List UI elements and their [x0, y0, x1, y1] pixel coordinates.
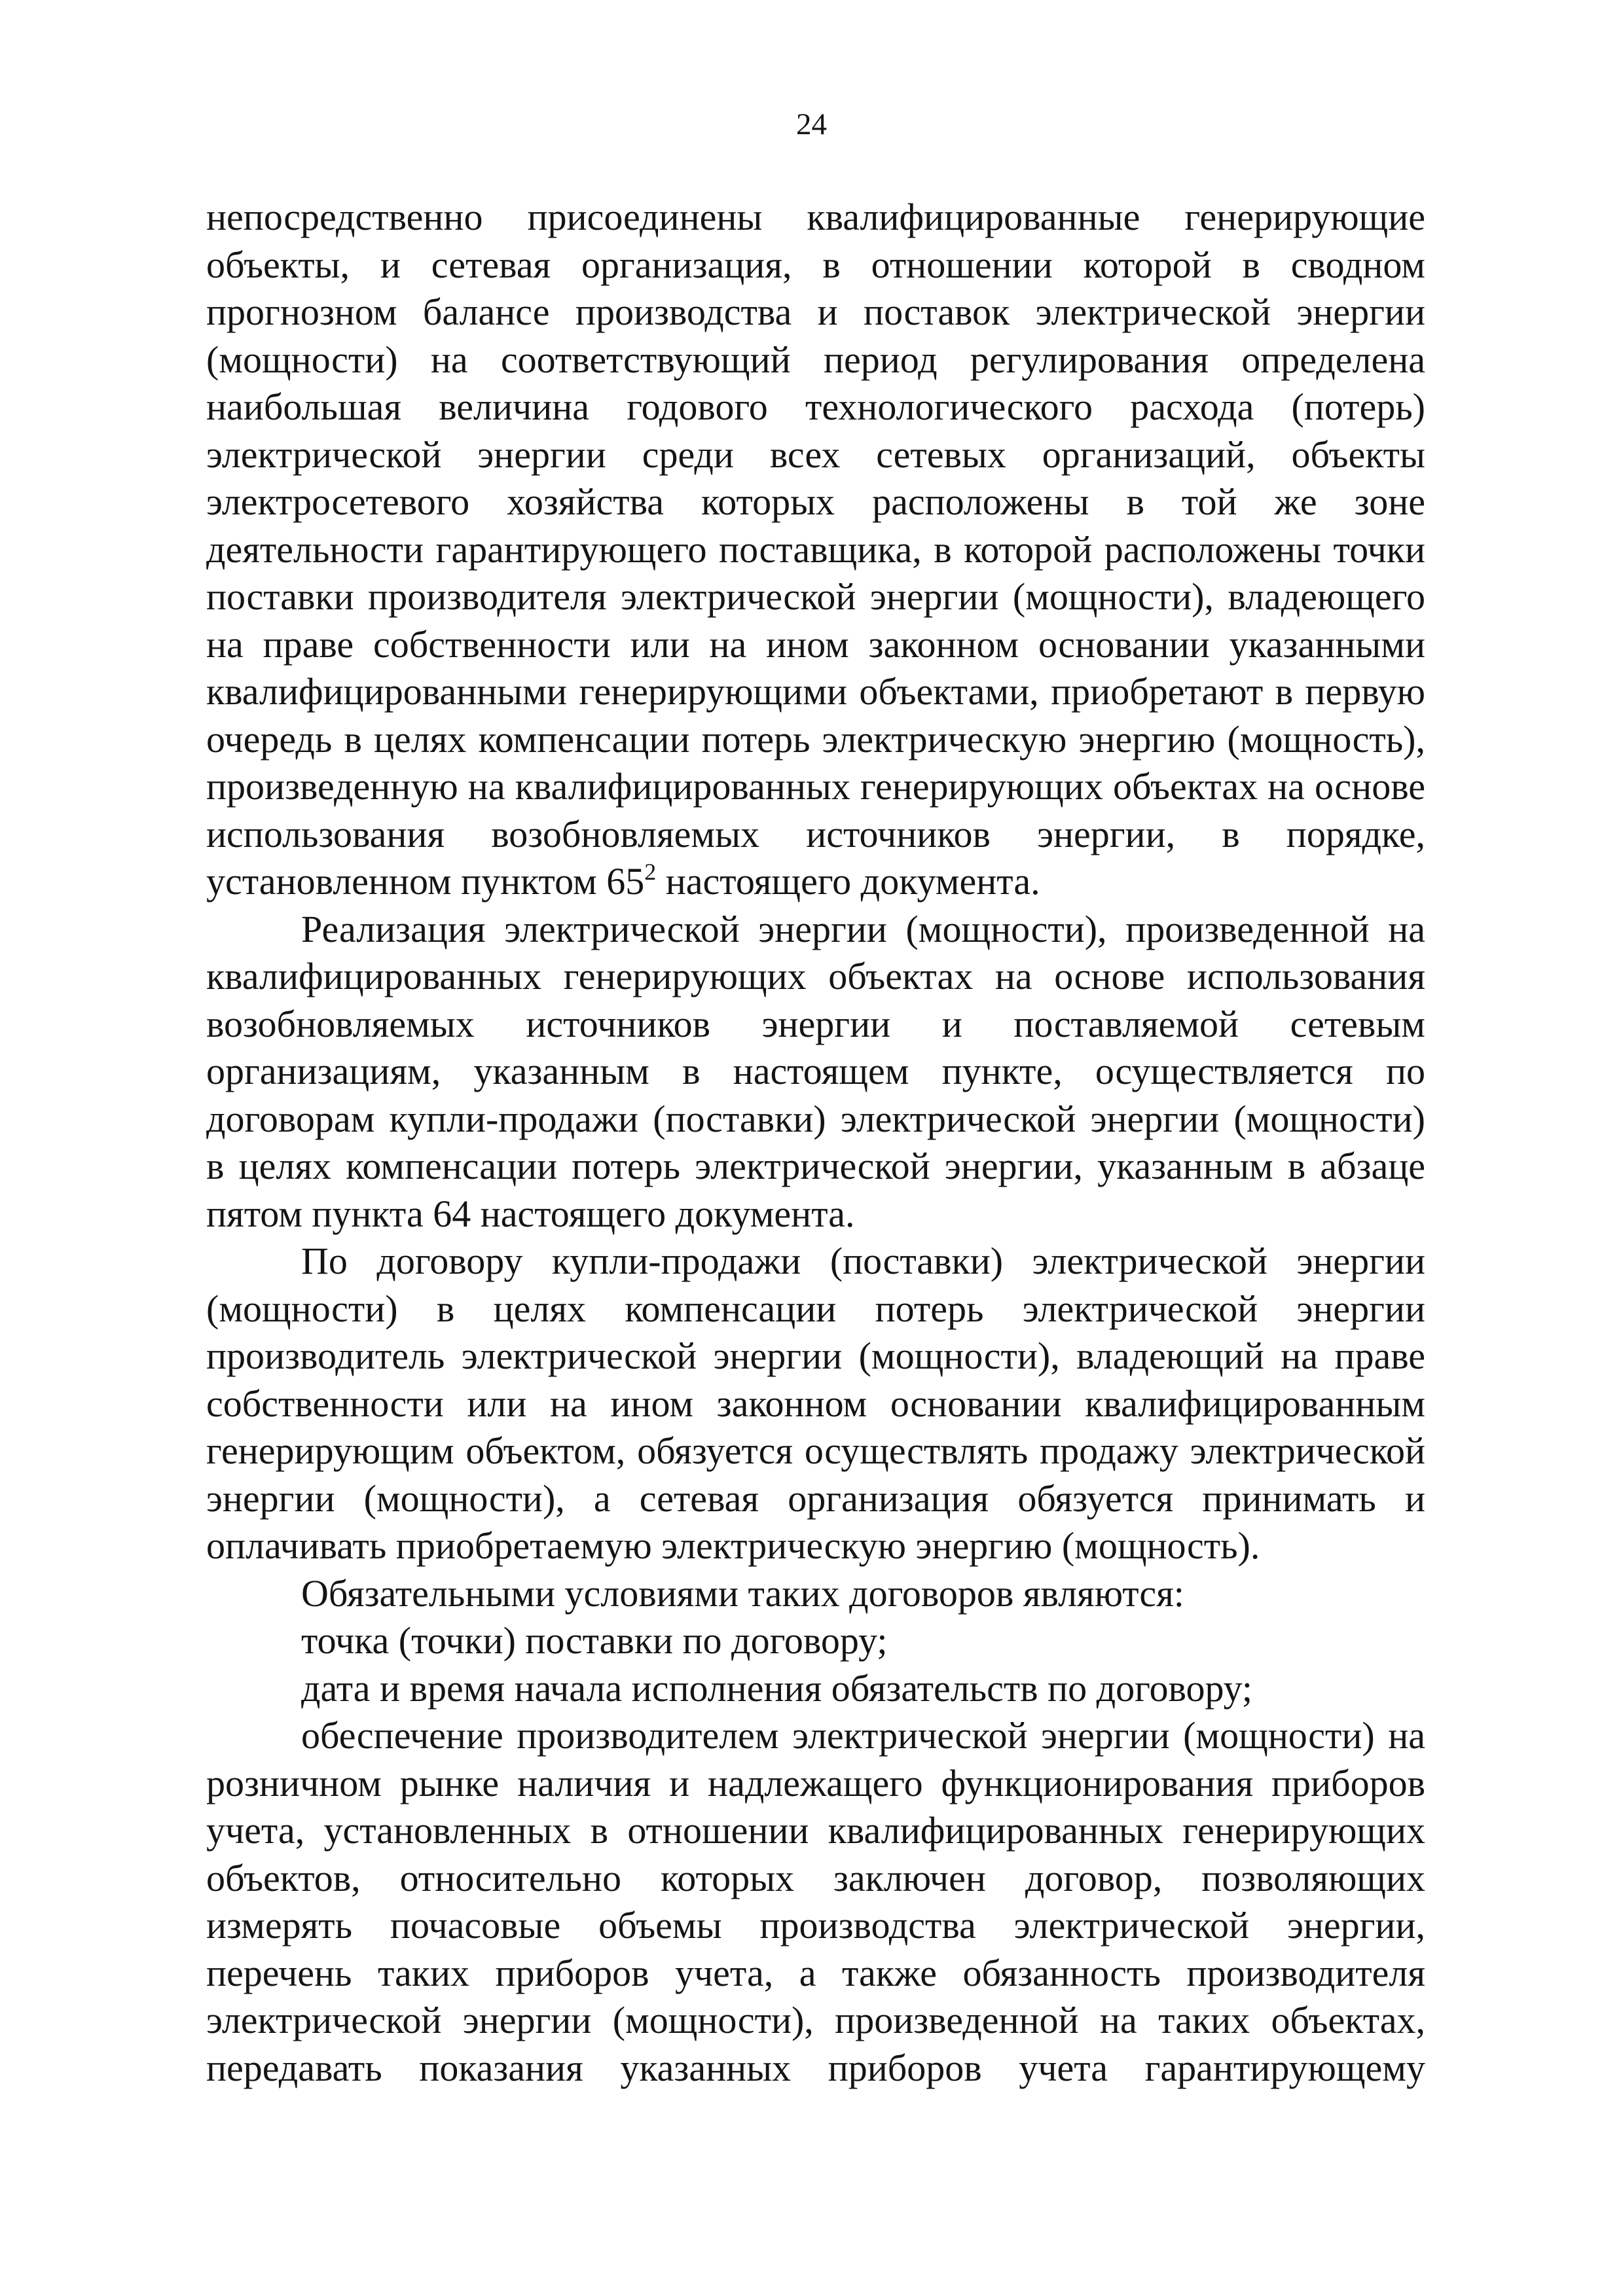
paragraph-text: непосредственно присоединены квалифицированные генерирующие объекты, и сетевая организация, в отношении которой в сводном прогнозном балансе производства и поставок электрической энергии (мощности) на соответствующий период регулирования определена наибольшая величина годового технологического расхода (потерь) электрической энергии среди всех сетевых организаций, объекты электросетевого хозяйства которых расположены в той же зоне деятельности гарантирующего поставщика, в которой расположены точки поставки производителя электрической энергии (мощности), владеющего на праве собственности или на ином законном основании указанными квалифицированными генерирующими объектами, приобретают в первую очередь в целях компенсации потерь электрическую энергию (мощность), произведенную на квалифицированных генерирующих объектах на основе использования возобновляемых источников энергии, в порядке, установленном пунктом 65 — [206, 196, 1425, 903]
paragraph-continuation — [206, 194, 1425, 906]
paragraph: Обязательными условиями таких договоров являются: — [301, 1571, 1184, 1615]
page-number: 24 — [796, 107, 827, 141]
paragraph-text-tail: настоящего документа. — [656, 860, 1040, 903]
paragraph: обеспечение производителем электрической энергии (мощности) на розничном рынке наличия и надлежащего функционирования приборов учета, установленных в отношении квалифицированных генерирующих объектов, относительно которых заключен договор, позволяющих измерять почасовые объемы производства электрической энергии, перечень таких приборов учета, а также обязанность производителя электрической энергии (мощности), произведенной на таких объектах, передавать показания указанных приборов учета гарантирующему — [206, 1714, 1425, 2089]
superscript-index: 2 — [644, 859, 657, 885]
list-item: дата и время начала исполнения обязательств по договору; — [301, 1666, 1253, 1710]
list-item: точка (точки) поставки по договору; — [301, 1619, 888, 1662]
paragraph: Реализация электрической энергии (мощности), произведенной на квалифицированных генерирующих объектах на основе использования возобновляемых источников энергии и поставляемой сетевым организациям, указанным в настоящем пункте, осуществляется по договорам купли-продажи (поставки) электрической энергии (мощности) в целях компенсации потерь электрической энергии, указанным в абзаце пятом пункта 64 настоящего документа. — [206, 907, 1425, 1235]
paragraph: По договору купли-продажи (поставки) электрической энергии (мощности) в целях компенсации потерь электрической энергии производитель электрической энергии (мощности), владеющий на праве собственности или на ином законном основании квалифицированным генерирующим объектом, обязуется осуществлять продажу электрической энергии (мощности), а сетевая организация обязуется принимать и оплачивать приобретаемую электрическую энергию (мощность). — [206, 1240, 1425, 1567]
document-body — [206, 194, 1425, 2092]
